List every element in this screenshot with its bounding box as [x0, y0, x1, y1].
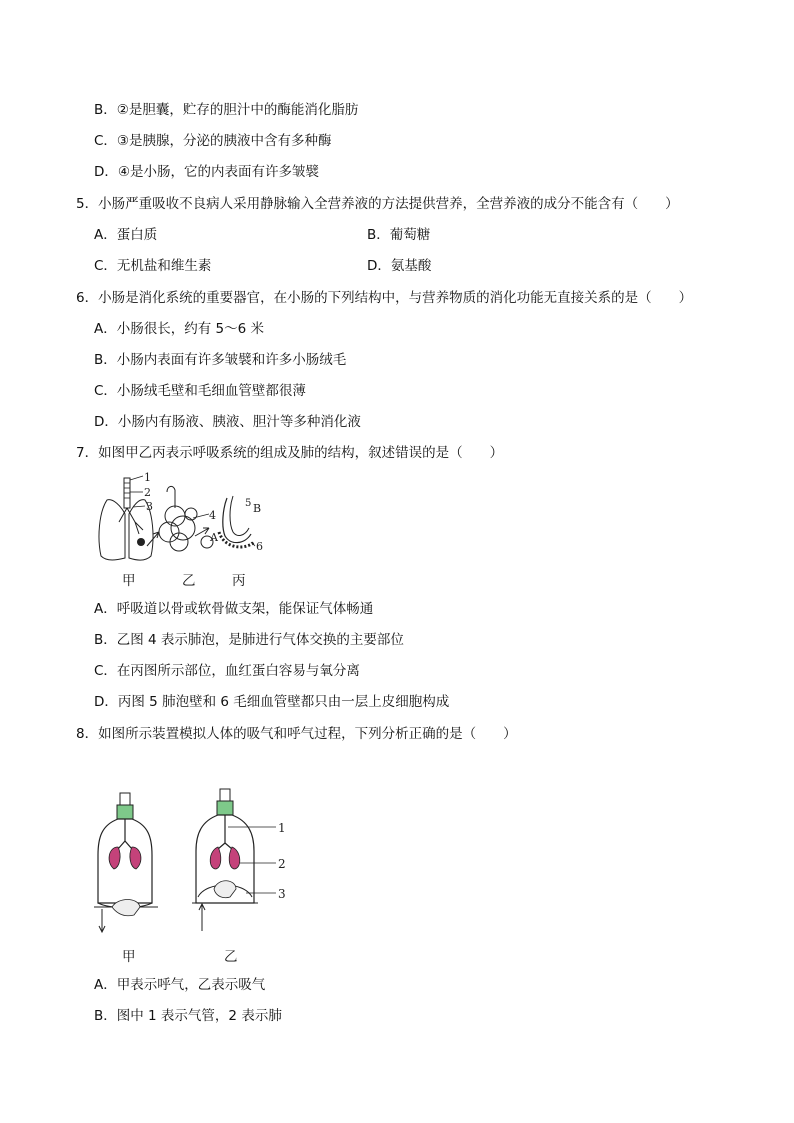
respiratory-system-figure — [95, 472, 275, 567]
breathing-model-figure — [90, 785, 300, 945]
fig8-label-jia: 甲 — [122, 949, 136, 965]
label-5: 5 — [245, 498, 252, 509]
q5-stem: 5．小肠严重吸收不良病人采用静脉输入全营养液的方法提供营养，全营养液的成分不能含有（ ） — [76, 196, 679, 212]
q6-option-b: B．小肠内表面有许多皱襞和许多小肠绒毛 — [94, 352, 347, 368]
label-1: 1 — [278, 821, 286, 835]
fig7-label-bing: 丙 — [232, 573, 246, 589]
label-3: 3 — [278, 887, 286, 901]
label-2: 2 — [278, 857, 286, 871]
q8-stem: 8．如图所示装置模拟人体的吸气和呼气过程，下列分析正确的是（ ） — [76, 726, 517, 742]
fig7-label-jia: 甲 — [122, 573, 136, 589]
q7-option-c: C．在丙图所示部位，血红蛋白容易与氧分离 — [94, 663, 360, 679]
prev-option-c: C．③是胰腺，分泌的胰液中含有多种酶 — [94, 133, 332, 149]
q5-option-c: C．无机盐和维生素 — [94, 258, 212, 274]
q6-stem: 6．小肠是消化系统的重要器官，在小肠的下列结构中，与营养物质的消化功能无直接关系的是（ ） — [76, 290, 693, 306]
label-1: 1 — [144, 472, 151, 484]
label-4: 4 — [209, 509, 216, 522]
q7-option-d: D．丙图 5 肺泡壁和 6 毛细血管壁都只由一层上皮细胞构成 — [94, 694, 450, 710]
label-2: 2 — [144, 486, 151, 499]
label-B: B — [253, 502, 262, 515]
q5-option-b: B．葡萄糖 — [367, 227, 431, 243]
q6-option-c: C．小肠绒毛壁和毛细血管壁都很薄 — [94, 383, 306, 399]
q6-option-d: D．小肠内有肠液、胰液、胆汁等多种消化液 — [94, 414, 361, 430]
label-3: 3 — [146, 500, 153, 513]
q6-option-a: A．小肠很长，约有 5～6 米 — [94, 321, 264, 337]
q7-option-a: A．呼吸道以骨或软骨做支架，能保证气体畅通 — [94, 601, 374, 617]
prev-option-d: D．④是小肠，它的内表面有许多皱襞 — [94, 164, 319, 180]
q7-option-b: B．乙图 4 表示肺泡，是肺进行气体交换的主要部位 — [94, 632, 404, 648]
q8-option-a: A．甲表示呼气，乙表示吸气 — [94, 977, 266, 993]
q7-stem: 7．如图甲乙丙表示呼吸系统的组成及肺的结构，叙述错误的是（ ） — [76, 445, 504, 461]
fig7-label-yi: 乙 — [182, 573, 196, 589]
q5-option-a: A．蛋白质 — [94, 227, 158, 243]
label-A: A — [210, 531, 218, 544]
q8-option-b: B．图中 1 表示气管，2 表示肺 — [94, 1008, 282, 1024]
q5-option-d: D．氨基酸 — [367, 258, 432, 274]
fig8-label-yi: 乙 — [224, 949, 238, 965]
prev-option-b: B．②是胆囊，贮存的胆汁中的酶能消化脂肪 — [94, 102, 359, 118]
label-6: 6 — [256, 540, 263, 553]
